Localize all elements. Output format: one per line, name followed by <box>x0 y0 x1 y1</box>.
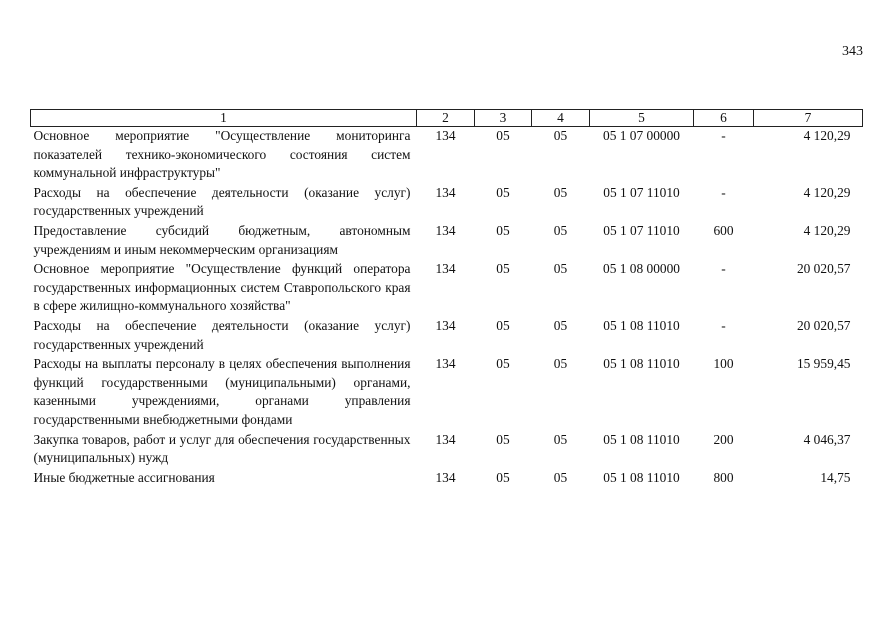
table-body <box>31 127 863 489</box>
table-row <box>31 260 863 317</box>
row-rz: 05 <box>496 222 510 238</box>
table-row <box>31 317 863 355</box>
row-pr: 05 <box>553 356 568 372</box>
row-ved: 134 <box>435 184 456 200</box>
row-pr: 05 <box>553 261 568 277</box>
row-amount: 15 959,45 <box>796 356 851 372</box>
row-name: Расходы на выплаты персоналу в целях обеспечения выполнения функций государственными (муниципальными) органами, казенными учреждениями, органами управления государственными внебюджетными фондами <box>33 356 411 427</box>
row-name: Расходы на обеспечение деятельности (оказание услуг) государственных учреждений <box>33 184 411 219</box>
header-row <box>31 110 863 127</box>
header-col-5: 5 <box>590 110 694 127</box>
row-pr: 05 <box>553 317 568 333</box>
row-rz: 05 <box>496 184 510 200</box>
row-csr: 05 1 07 11010 <box>603 222 680 238</box>
budget-table <box>30 109 863 488</box>
row-name: Основное мероприятие "Осуществление мониторинга показателей технико-экономического состояния систем коммунальной инфраструктуры" <box>33 128 411 181</box>
row-vr: - <box>721 184 726 200</box>
row-name: Закупка товаров, работ и услуг для обеспечения государственных (муниципальных) нужд <box>33 431 411 466</box>
row-vr: 600 <box>713 222 734 238</box>
row-rz: 05 <box>496 261 510 277</box>
row-vr: - <box>721 261 726 277</box>
row-amount: 4 120,29 <box>803 128 851 143</box>
header-col-3: 3 <box>475 110 532 127</box>
row-vr: 800 <box>713 469 734 485</box>
row-pr: 05 <box>553 128 568 143</box>
table-row <box>31 222 863 260</box>
row-amount: 20 020,57 <box>796 317 851 333</box>
row-vr: 200 <box>713 431 734 447</box>
row-ved: 134 <box>435 261 456 277</box>
row-name: Расходы на обеспечение деятельности (оказание услуг) государственных учреждений <box>33 317 411 352</box>
row-name: Предоставление субсидий бюджетным, автономным учреждениям и иным некоммерческим организациям <box>33 222 411 257</box>
row-vr: - <box>721 128 726 143</box>
row-pr: 05 <box>553 469 568 485</box>
row-amount: 4 120,29 <box>803 184 851 200</box>
table-header <box>31 110 863 127</box>
table-row <box>31 469 863 489</box>
row-pr: 05 <box>553 184 568 200</box>
row-vr: 100 <box>713 356 734 372</box>
row-rz: 05 <box>496 469 510 485</box>
table-row <box>31 431 863 469</box>
header-col-4: 4 <box>532 110 590 127</box>
row-pr: 05 <box>553 222 568 238</box>
page-number: 343 <box>842 44 863 59</box>
row-csr: 05 1 07 00000 <box>603 128 680 143</box>
row-name: Иные бюджетные ассигнования <box>33 469 215 485</box>
row-csr: 05 1 08 11010 <box>603 431 680 447</box>
header-col-2: 2 <box>417 110 475 127</box>
row-rz: 05 <box>496 431 510 447</box>
row-amount: 4 120,29 <box>803 222 851 238</box>
row-csr: 05 1 08 00000 <box>603 261 680 277</box>
row-name: Основное мероприятие "Осуществление функций оператора государственных информационных систем Ставропольского края в сфере жилищно-коммунального хозяйства" <box>33 261 411 314</box>
row-rz: 05 <box>496 128 510 143</box>
row-amount: 14,75 <box>820 469 851 485</box>
header-col-7: 7 <box>754 110 863 127</box>
row-ved: 134 <box>435 317 456 333</box>
table-row <box>31 127 863 184</box>
row-ved: 134 <box>435 469 456 485</box>
row-ved: 134 <box>435 128 456 143</box>
row-csr: 05 1 08 11010 <box>603 317 680 333</box>
row-csr: 05 1 07 11010 <box>603 184 680 200</box>
row-vr: - <box>721 317 726 333</box>
header-col-1: 1 <box>31 110 417 127</box>
row-rz: 05 <box>496 356 510 372</box>
row-amount: 20 020,57 <box>796 261 851 277</box>
row-ved: 134 <box>435 222 456 238</box>
row-rz: 05 <box>496 317 510 333</box>
row-ved: 134 <box>435 356 456 372</box>
row-ved: 134 <box>435 431 456 447</box>
row-csr: 05 1 08 11010 <box>603 356 680 372</box>
table-row <box>31 184 863 222</box>
header-col-6: 6 <box>694 110 754 127</box>
table-row <box>31 355 863 430</box>
row-csr: 05 1 08 11010 <box>603 469 680 485</box>
row-pr: 05 <box>553 431 568 447</box>
row-amount: 4 046,37 <box>803 431 851 447</box>
